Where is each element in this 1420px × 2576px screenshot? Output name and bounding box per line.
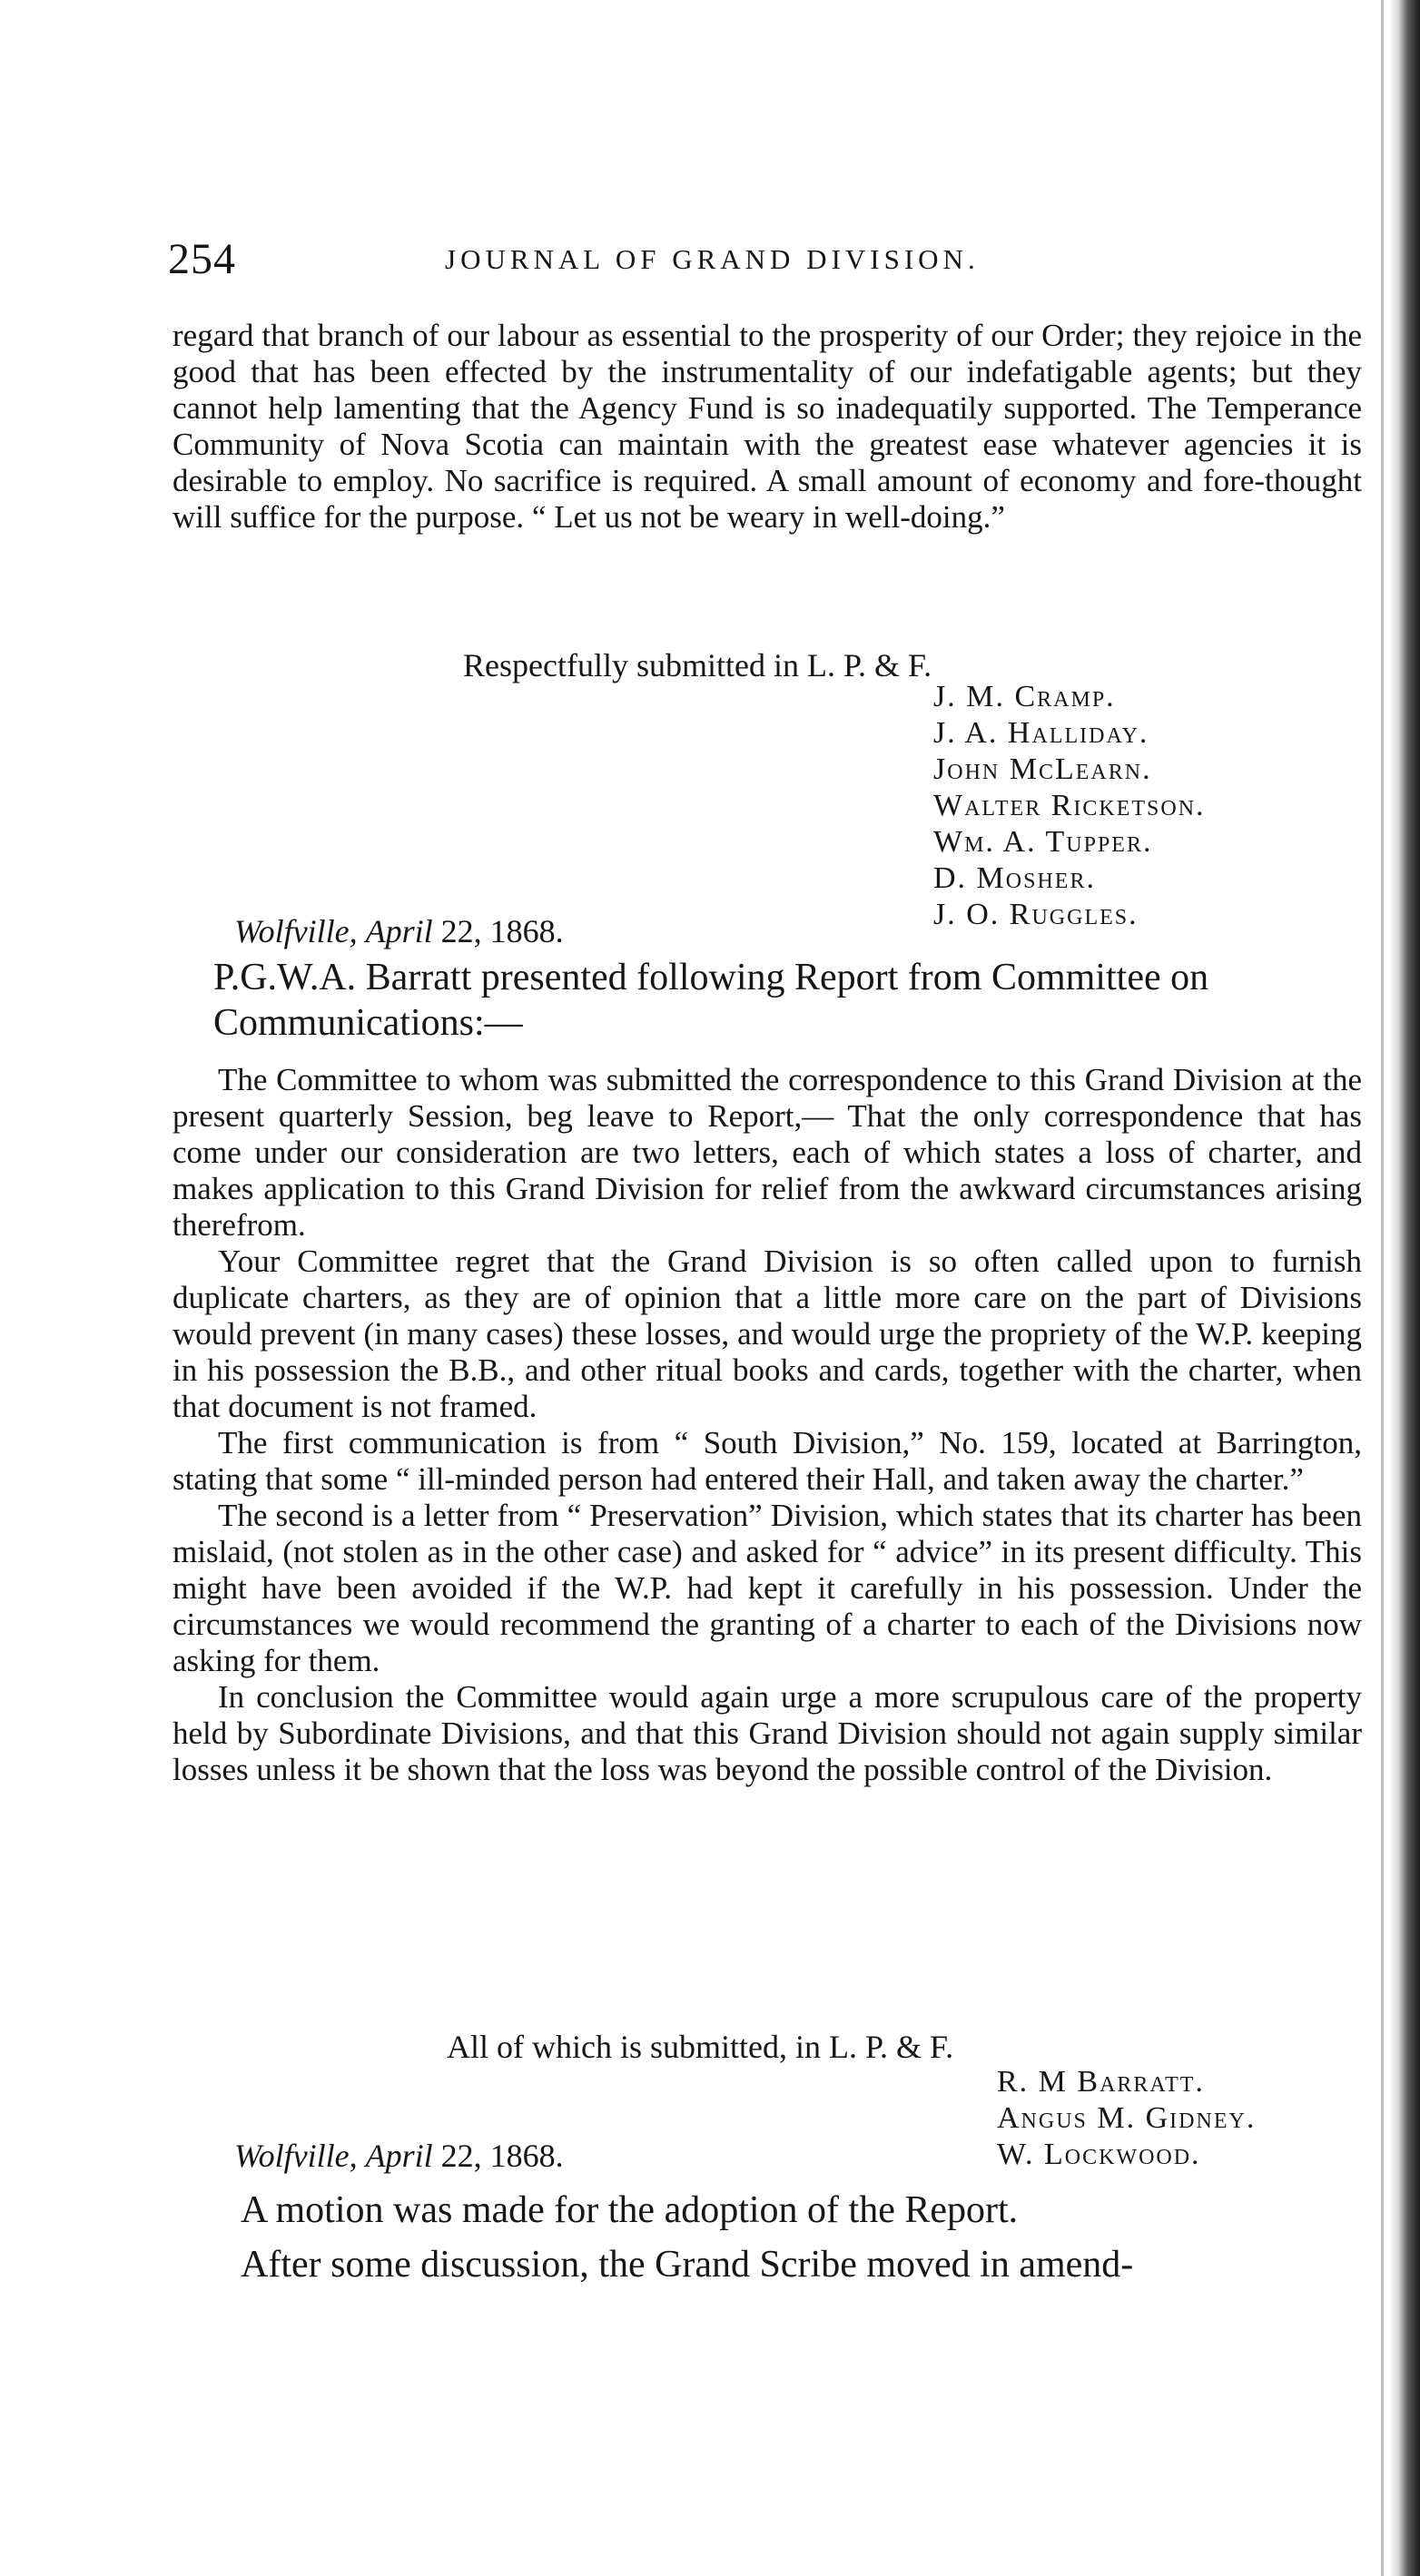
presentation-heading: P.G.W.A. Barratt presented following Report from Committee on Communications:— (213, 957, 1209, 1044)
motion-line: A motion was made for the adoption of the Report. (241, 2189, 1019, 2231)
report-two-paragraph: In conclusion the Committee would again urge a more scrupulous care of the property held by Subordinate Divisions, and that this Grand Division should not again supply similar losses unless it be shown that the loss was beyond the possible control of the Division. (173, 1679, 1362, 1787)
signatory: D. Mosher. (933, 861, 1096, 895)
signatory: J. O. Ruggles. (933, 898, 1139, 931)
signatory: R. M Barratt. (997, 2065, 1205, 2099)
amendment-line: After some discussion, the Grand Scribe moved in amend- (241, 2244, 1134, 2286)
signatory: J. M. Cramp. (933, 680, 1116, 713)
signatory: John McLearn. (933, 752, 1152, 786)
running-title: JOURNAL OF GRAND DIVISION. (445, 243, 980, 275)
report-two-paragraph: The Committee to whom was submitted the correspondence to this Grand Division at the present quarterly Session, beg leave to Report,— That the only correspondence that has come under our consideration are two letters, each of which states a loss of charter, and makes application to this Grand Division for relief from the awkward circumstances arising therefrom. (173, 1062, 1362, 1243)
signatory: W. Lockwood. (997, 2138, 1201, 2171)
date-month: April (365, 913, 433, 949)
signatory: Angus M. Gidney. (997, 2101, 1257, 2135)
report-one-signatories (933, 679, 1206, 933)
signatory: J. A. Halliday. (933, 716, 1149, 750)
report-two-paragraph: The second is a letter from “ Preservation” Division, which states that its charter has been mislaid, (not stolen as in the other case) and asked for “ advice” in its present difficulty. This might have been avoided if the W.P. had kept it carefully in his possession. Under the circumstances we would recommend the granting of a charter to each of the Divisions now asking for them. (173, 1498, 1362, 1678)
signatory: Wm. A. Tupper. (933, 825, 1153, 859)
signatory: Walter Ricketson. (933, 789, 1206, 822)
report-two-body (173, 1062, 1362, 1788)
report-two-paragraph: Your Committee regret that the Grand Division is so often called upon to furnish duplicate charters, as they are of opinion that a little more care on the part of Divisions would prevent (in many cases) these losses, and would urge the propriety of the W.P. keeping in his possession the B.B., and other ritual books and cards, together with the charter, when that document is not framed. (173, 1244, 1362, 1424)
date-day-year: 22, 1868. (440, 913, 564, 949)
report-one-place-date (234, 912, 564, 950)
report-two-signoff: All of which is submitted, in L. P. & F. (447, 2029, 954, 2065)
page-number: 254 (168, 235, 236, 283)
page-edge-shadow (1389, 0, 1420, 2576)
report-two-signatories (997, 2064, 1256, 2173)
page-header (168, 234, 1366, 289)
place-name: Wolfville, (234, 2138, 358, 2174)
report-two-paragraph: The first communication is from “ South Division,” No. 159, located at Barrington, stating that some “ ill-minded person had entered their Hall, and taken away the charter.” (173, 1425, 1362, 1497)
report-one-paragraph: regard that branch of our labour as essential to the prosperity of our Order; they rejoice in the good that has been effected by the instrumentality of our indefatigable agents; but they cannot help lamenting that the Agency Fund is so inadequatily supported. The Temperance Community of Nova Scotia can maintain with the greatest ease whatever agencies it is desirable to employ. No sacrifice is required. A small amount of economy and fore-thought will suffice for the purpose. “ Let us not be weary in well-doing.” (173, 318, 1362, 535)
place-name: Wolfville, (234, 913, 358, 949)
report-one-body (173, 318, 1362, 536)
report-two-place-date (234, 2137, 564, 2175)
date-day-year: 22, 1868. (440, 2138, 564, 2174)
report-one-signoff: Respectfully submitted in L. P. & F. (463, 647, 932, 683)
date-month: April (365, 2138, 433, 2174)
